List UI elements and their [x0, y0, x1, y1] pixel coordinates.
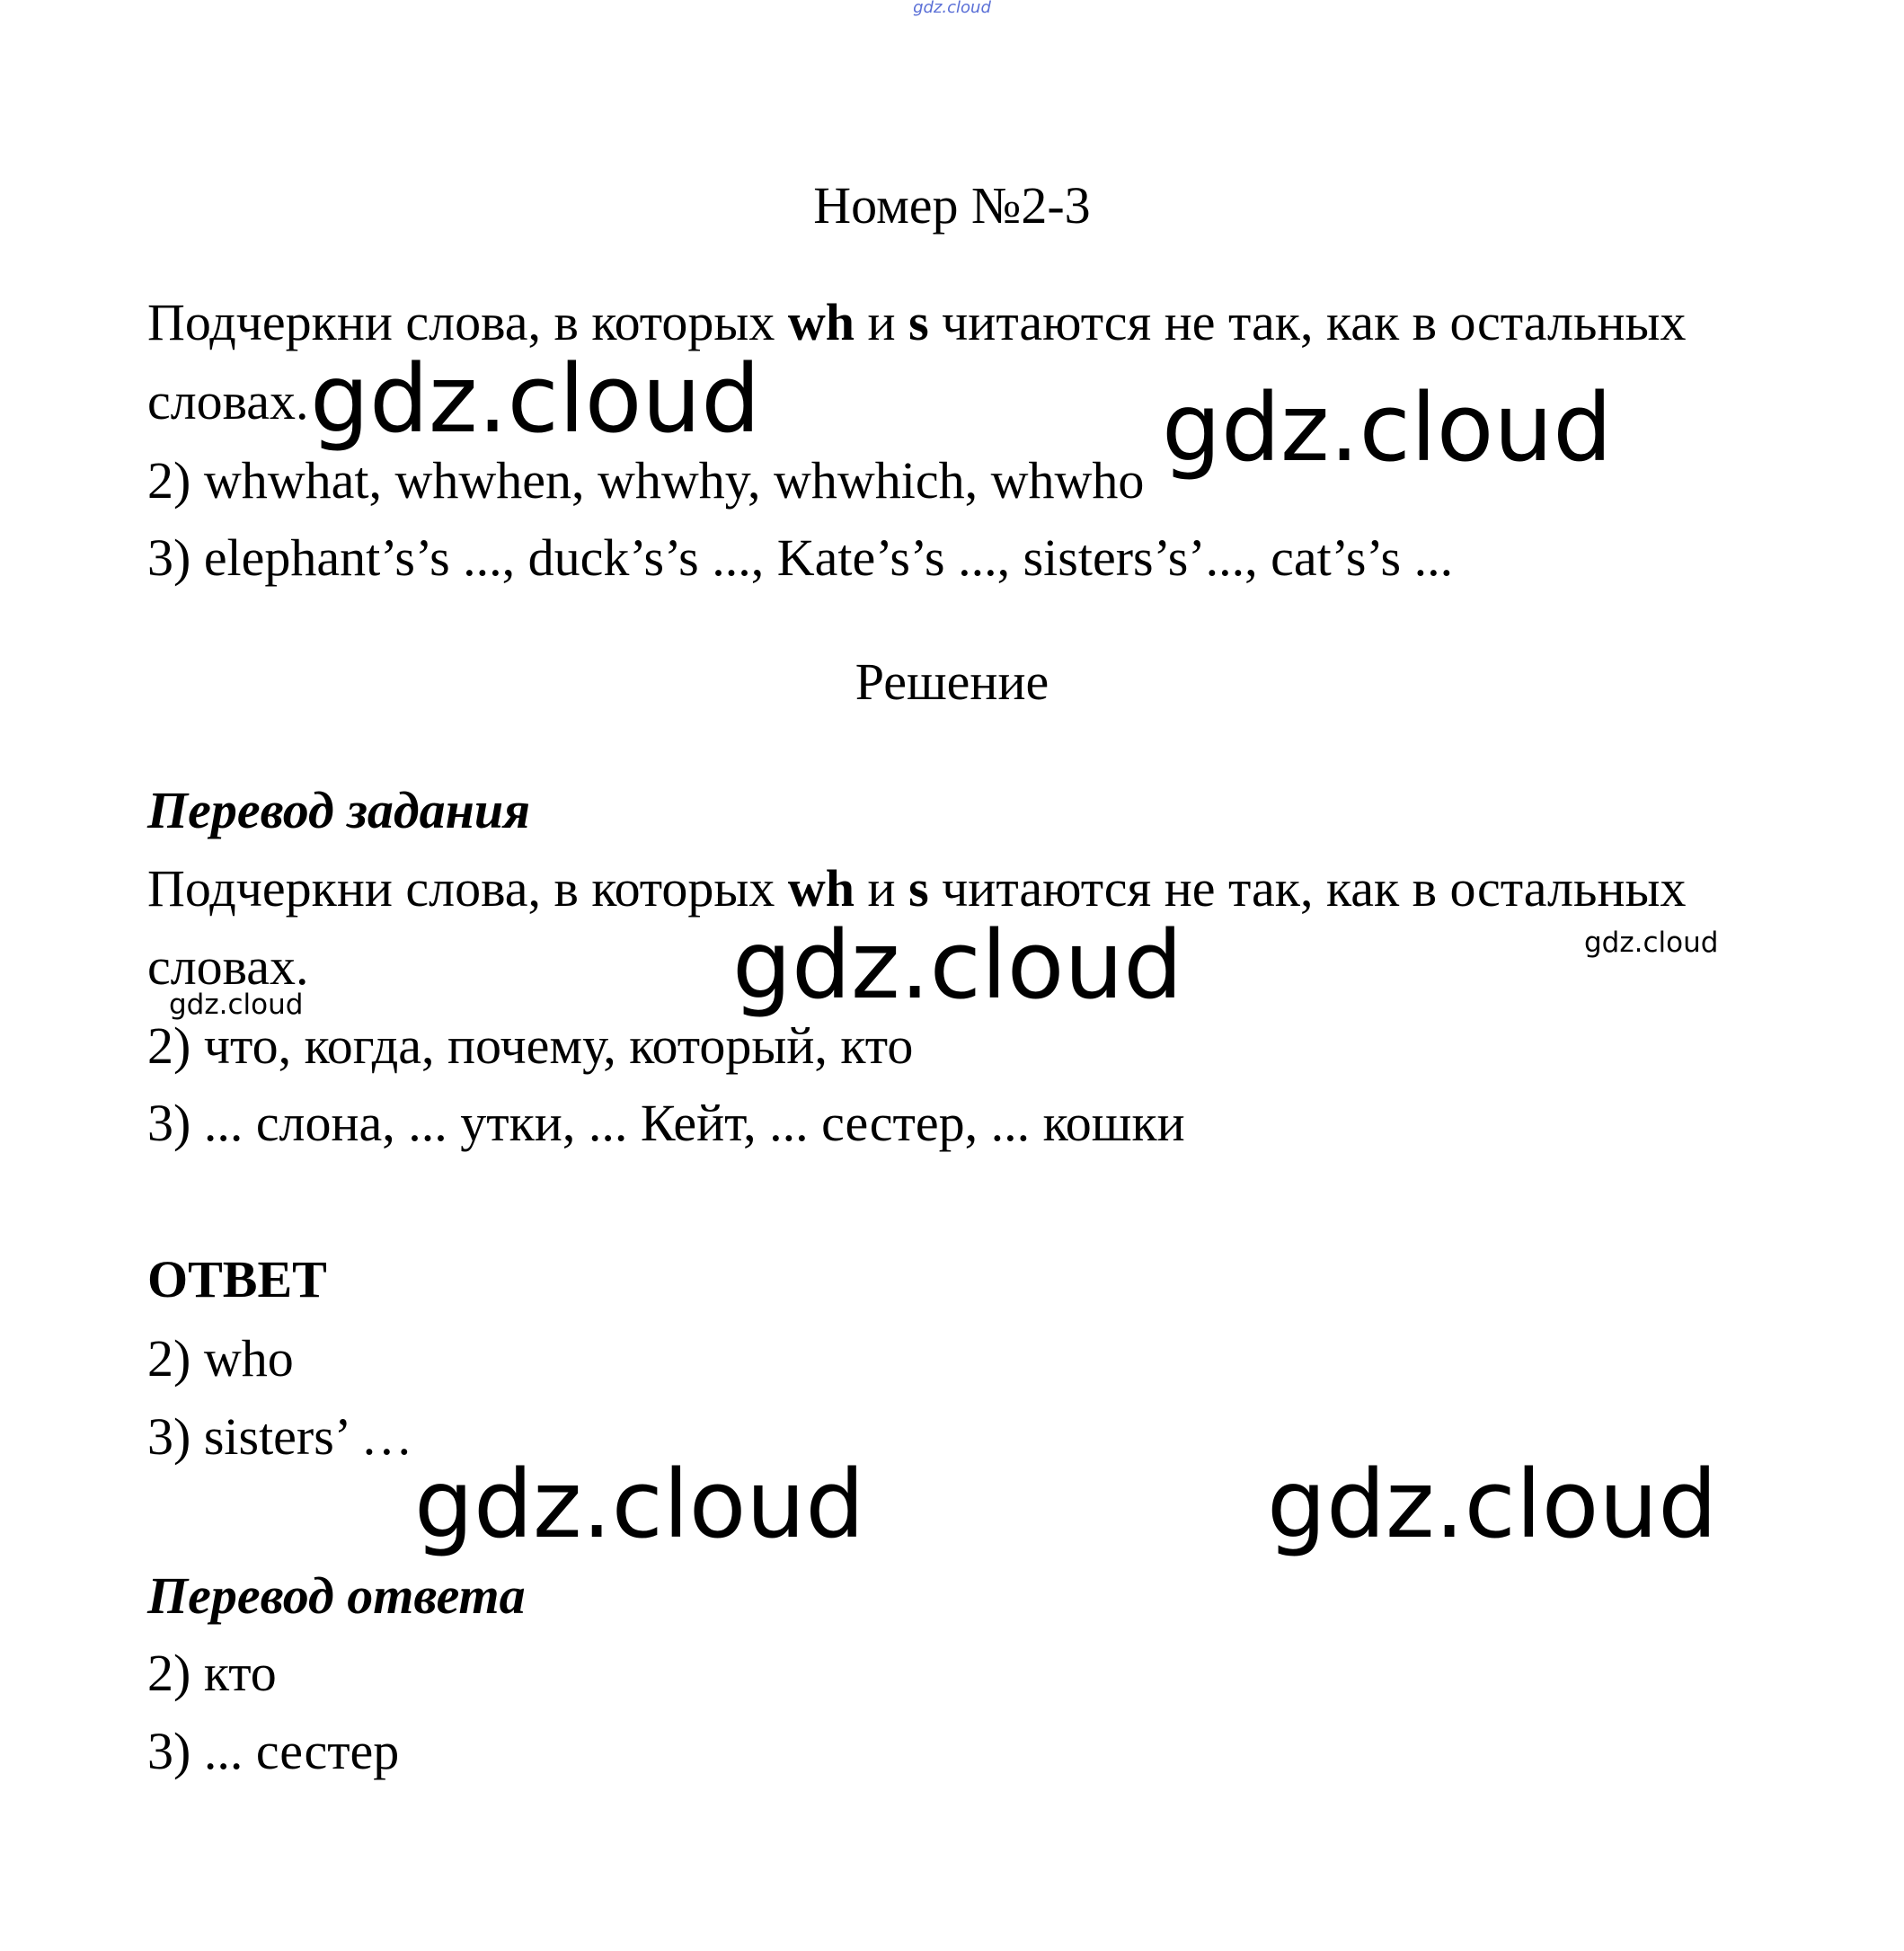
page-title: Номер №2-3	[813, 176, 1091, 235]
task-line-2: словах.	[147, 372, 309, 430]
translation-bold-s: s	[908, 859, 929, 918]
watermark-small-2: gdz.cloud	[169, 989, 304, 1021]
watermark-top: gdz.cloud	[913, 0, 991, 17]
answer-translation-heading: Перевод ответа	[147, 1566, 526, 1625]
answer-translation-item-3: 3) ... сестер	[147, 1722, 400, 1780]
solution-title: Решение	[855, 652, 1049, 711]
answer-heading: ОТВЕТ	[147, 1250, 327, 1308]
translation-item-3: 3) ... слона, ... утки, ... Кейт, ... сестер, ... кошки	[147, 1094, 1185, 1152]
translation-item-2: 2) что, когда, почему, который, кто	[147, 1016, 914, 1075]
translation-line-2: словах.	[147, 937, 309, 996]
task-translation-heading: Перевод задания	[147, 781, 530, 839]
watermark-2: gdz.cloud	[1162, 373, 1613, 483]
translation-line-1	[147, 859, 1687, 918]
task-bold-wh: wh	[787, 293, 855, 351]
watermark-5: gdz.cloud	[1267, 1450, 1718, 1559]
translation-text-b: и	[855, 859, 909, 918]
task-item-3: 3) elephant’s’s ..., duck’s’s ..., Kate’s’s ..., sisters’s’..., cat’s’s ...	[147, 528, 1454, 587]
translation-text-c: читаются не так, как в остальных	[928, 859, 1687, 918]
task-text-b: и	[855, 293, 909, 351]
watermark-1: gdz.cloud	[310, 344, 761, 454]
watermark-4: gdz.cloud	[414, 1450, 865, 1559]
answer-translation-item-2: 2) кто	[147, 1644, 277, 1702]
answer-item-3: 3) sisters’ …	[147, 1407, 413, 1466]
task-item-2: 2) whwhat, whwhen, whwhy, whwhich, whwho	[147, 451, 1145, 510]
answer-item-2: 2) who	[147, 1329, 294, 1388]
translation-bold-wh: wh	[787, 859, 855, 918]
task-bold-s: s	[908, 293, 929, 351]
translation-text-a: Подчеркни слова, в которых	[147, 859, 788, 918]
watermark-small-1: gdz.cloud	[1584, 927, 1719, 959]
task-line-1	[147, 293, 1687, 351]
task-text-c: читаются не так, как в остальных	[928, 293, 1687, 351]
task-text-a: Подчеркни слова, в которых	[147, 293, 788, 351]
watermark-3: gdz.cloud	[732, 910, 1183, 1020]
